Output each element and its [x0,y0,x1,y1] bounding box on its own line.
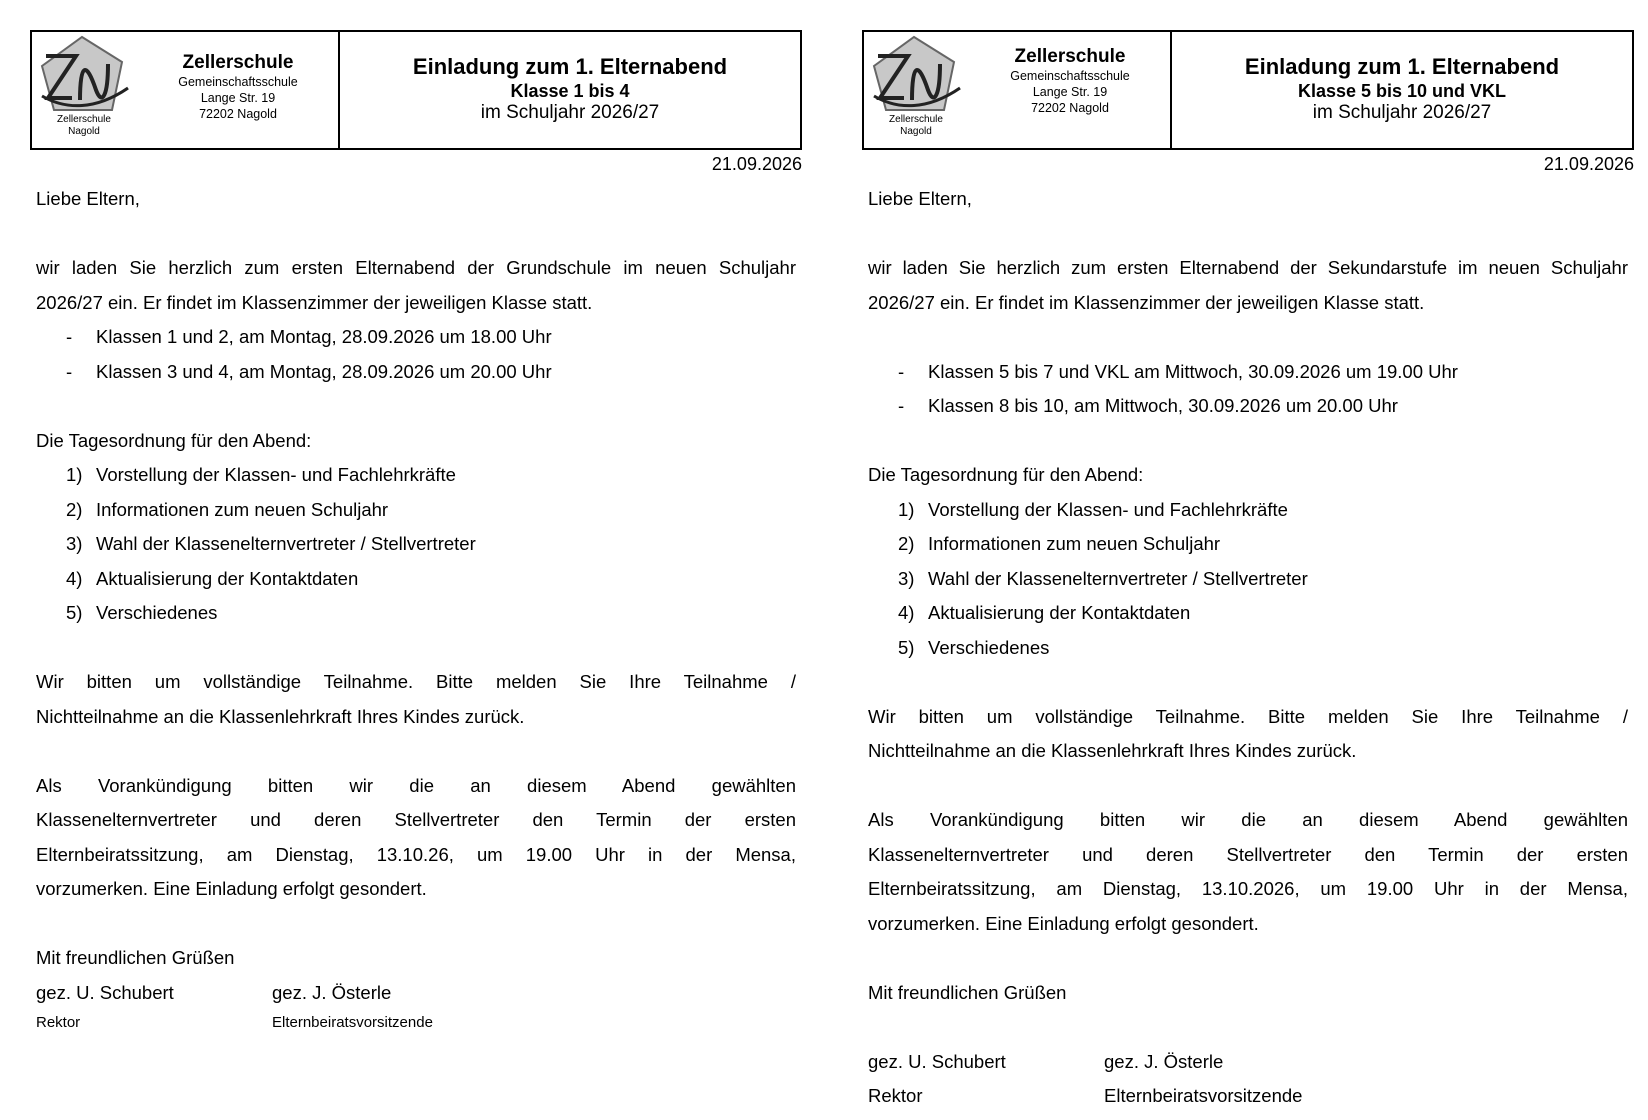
intro-line: wir laden Sie herzlich zum ersten Elternabend der Sekundarstufe im neuen Schuljahr [868,257,1628,278]
letter-grundschule [30,0,806,1120]
notice-line: Elternbeiratssitzung, am Dienstag, 13.10.26, um 19.00 Uhr in der Mensa, [36,843,796,865]
agenda-item: 1) Vorstellung der Klassen- und Fachlehrkräfte [66,464,456,485]
closing: Mit freundlichen Grüßen [36,947,235,968]
letter-body [36,182,796,1036]
signature-roles [868,1079,1628,1114]
schedule-item: - Klassen 3 und 4, am Montag, 28.09.2026 um 20.00 Uhr [66,360,552,382]
letter-header [30,30,802,150]
signature-principal: gez. U. Schubert [868,1050,1006,1072]
letter-date: 21.09.2026 [711,154,802,174]
agenda-item: 1) Vorstellung der Klassen- und Fachlehrkräfte [898,498,1288,520]
agenda-item: 4) Aktualisierung der Kontaktdaten [898,602,1191,623]
request-line: Nichtteilnahme an die Klassenlehrkraft Ihres Kindes zurück. [868,740,1357,761]
notice-line: Klassenelternvertreter und deren Stellvertreter den Termin der ersten [36,809,796,830]
letter-subtitle: Klasse 1 bis 4 [510,81,630,101]
school-name: Zellerschule [1014,46,1126,67]
role-parent-rep: Elternbeiratsvorsitzende [1104,1085,1303,1106]
agenda-item: 2) Informationen zum neuen Schuljahr [66,498,389,520]
role-principal: Rektor [868,1085,923,1106]
notice-line: Als Vorankündigung bitten wir die an diesem Abend gewählten [868,809,1628,830]
salutation: Liebe Eltern, [36,188,140,209]
school-city: 72202 Nagold [199,107,277,121]
schedule-item: - Klassen 1 und 2, am Montag, 28.09.2026 um 18.00 Uhr [66,326,552,347]
signature-names [868,1045,1628,1080]
logo-caption: Zellerschule Nagold [889,114,943,137]
signature-parent-rep: gez. J. Österle [1104,1050,1224,1072]
schedule-item: - Klassen 5 bis 7 und VKL am Mittwoch, 30.09.2026 um 19.00 Uhr [898,360,1458,382]
school-info-cell [864,32,1172,148]
notice-line: Klassenelternvertreter und deren Stellvertreter den Termin der ersten [868,843,1628,865]
letter-header [862,30,1634,150]
school-name: Zellerschule [182,52,294,73]
letter-body [868,182,1628,1114]
signature-principal: gez. U. Schubert [36,981,174,1003]
school-type: Gemeinschaftsschule [1010,69,1130,83]
agenda-item: 2) Informationen zum neuen Schuljahr [898,533,1221,554]
school-street: Lange Str. 19 [200,91,276,105]
letter-year: im Schuljahr 2026/27 [1312,102,1492,123]
signature-parent-rep: gez. J. Österle [272,981,392,1003]
letter-subtitle: Klasse 5 bis 10 und VKL [1297,81,1507,101]
role-principal: Rektor [36,1014,81,1031]
intro-line: 2026/27 ein. Er findet im Klassenzimmer der jeweiligen Klasse statt. [36,291,593,313]
letter-sekundarstufe [862,0,1638,1120]
letter-date: 21.09.2026 [1543,154,1634,174]
school-city: 72202 Nagold [1031,101,1109,115]
notice-line: vorzumerken. Eine Einladung erfolgt gesondert. [36,878,427,899]
title-cell [340,32,800,148]
schedule-item: - Klassen 8 bis 10, am Mittwoch, 30.09.2026 um 20.00 Uhr [898,395,1398,416]
notice-line: vorzumerken. Eine Einladung erfolgt gesondert. [868,912,1259,934]
intro-line: wir laden Sie herzlich zum ersten Elternabend der Grundschule im neuen Schuljahr [36,257,796,278]
letter-title: Einladung zum 1. Elternabend [1244,54,1560,79]
agenda-item: 5) Verschiedenes [66,602,218,623]
agenda-item: 5) Verschiedenes [898,636,1050,658]
request-line: Nichtteilnahme an die Klassenlehrkraft Ihres Kindes zurück. [36,705,525,727]
letter-year: im Schuljahr 2026/27 [480,102,660,123]
agenda-item: 3) Wahl der Klassenelternvertreter / Stellvertreter [898,567,1308,589]
agenda-heading: Die Tagesordnung für den Abend: [868,464,1144,485]
closing: Mit freundlichen Grüßen [868,981,1067,1003]
request-line: Wir bitten um vollständige Teilnahme. Bitte melden Sie Ihre Teilnahme / [868,705,1628,727]
request-line: Wir bitten um vollständige Teilnahme. Bitte melden Sie Ihre Teilnahme / [36,671,796,692]
school-info-cell [32,32,340,148]
logo-caption: Zellerschule Nagold [57,114,111,137]
intro-line: 2026/27 ein. Er findet im Klassenzimmer der jeweiligen Klasse statt. [868,291,1425,313]
school-type: Gemeinschaftsschule [178,75,298,89]
notice-line: Elternbeiratssitzung, am Dienstag, 13.10.2026, um 19.00 Uhr in der Mensa, [868,878,1628,899]
school-address [142,52,334,122]
school-street: Lange Str. 19 [1032,85,1108,99]
notice-line: Als Vorankündigung bitten wir die an diesem Abend gewählten [36,774,796,796]
signature-roles [36,1010,796,1036]
role-parent-rep: Elternbeiratsvorsitzende [272,1014,433,1031]
salutation: Liebe Eltern, [868,188,972,209]
agenda-item: 3) Wahl der Klassenelternvertreter / Stellvertreter [66,533,476,554]
letter-title: Einladung zum 1. Elternabend [412,54,728,79]
signature-names [36,976,796,1011]
agenda-heading: Die Tagesordnung für den Abend: [36,429,312,451]
agenda-item: 4) Aktualisierung der Kontaktdaten [66,567,359,589]
school-address [974,46,1166,116]
title-cell [1172,32,1632,148]
